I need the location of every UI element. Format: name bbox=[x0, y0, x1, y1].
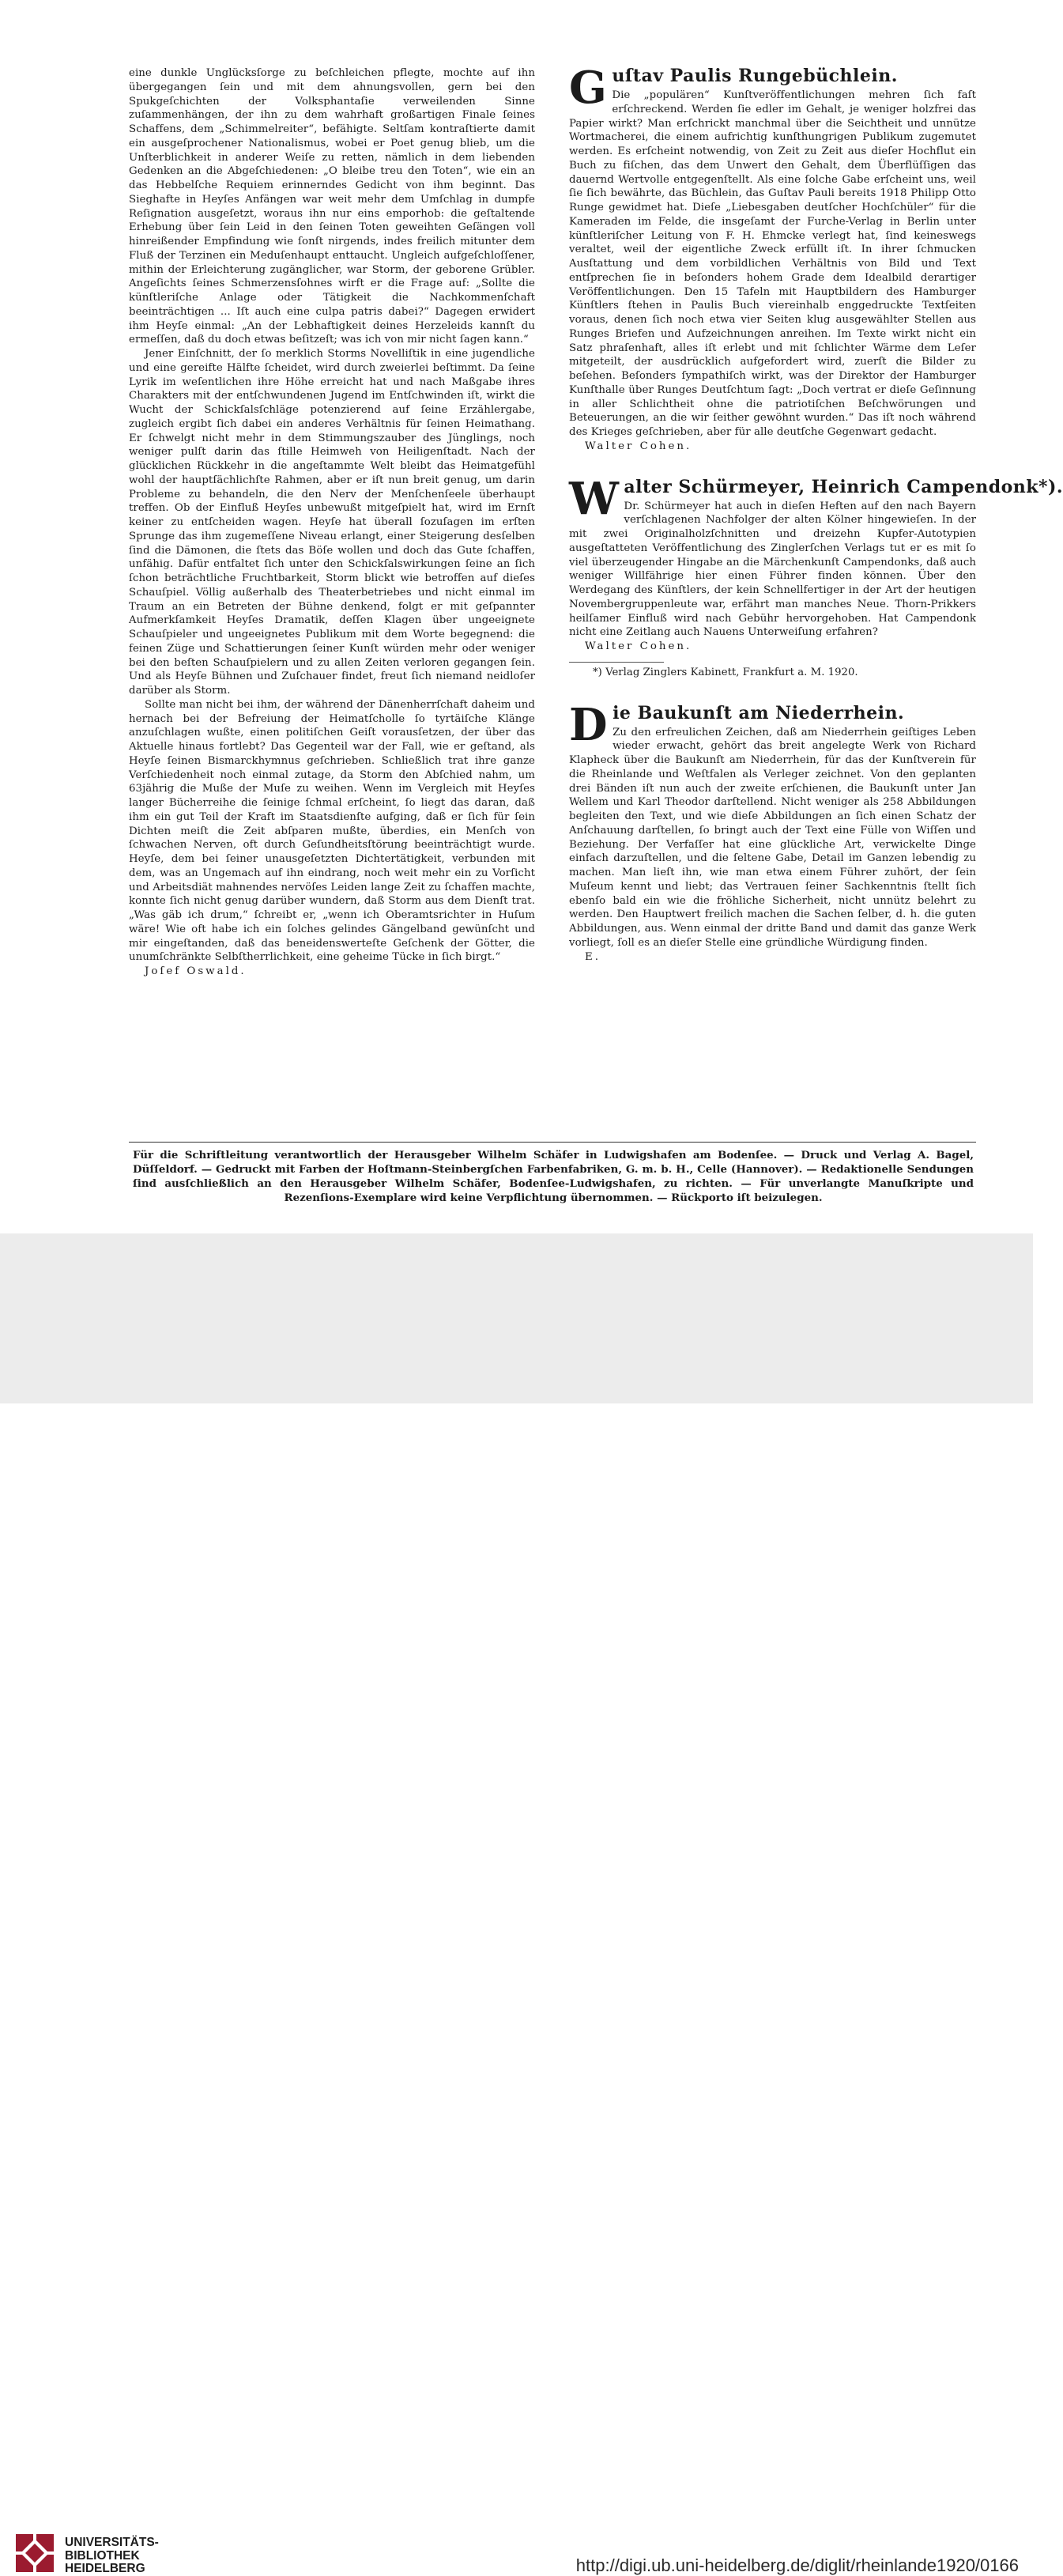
logo-mark bbox=[16, 2534, 54, 2572]
article-baukunst bbox=[569, 698, 976, 965]
right-column bbox=[569, 62, 1063, 964]
source-url-link[interactable]: http://digi.ub.uni-heidelberg.de/diglit/rheinlande1920/0166 bbox=[575, 2555, 1019, 2575]
left-column bbox=[129, 66, 535, 979]
viewer-footer bbox=[0, 1233, 1033, 2575]
article-runge-title-text: uſtav Paulis Rungebüchlein. bbox=[612, 66, 898, 86]
article-runge-title bbox=[569, 62, 976, 114]
article-schuermeyer-title-text: alter Schürmeyer, Heinrich Campendonk*). bbox=[624, 476, 1063, 497]
article-baukunst-paragraph: Zu den erfreulichen Zeichen, daß am Niederrhein geiſtiges Leben wieder erwacht, gehört das breit angelegte Werk von Richard Klapheck über die Baukunſt am Niederrhein, für das der Kunſtverein für die Rheinlande und Weſtfalen als Verleger zeichnet. Von den geplanten drei Bänden iſt nun auch der zweite erſchienen, die Baukunſt unter Jan Wellem und Karl Theodor darſtellend. Nicht weniger als 258 Abbildungen begleiten den Text, und wie dieſe Abbildungen an ſich einen Schatz der Anſchauung darſtellen, ſo bringt auch der Text eine Fülle von Wiſſen und Beziehung. Der Verfaſſer hat eine glückliche Art, verwickelte Dinge einfach darzuſtellen, und die ſeltene Gabe, Detail im Ganzen lebendig zu machen. Man lieſt ihn, wie man etwa einem Führer zuhört, der ſein Muſeum kennt und liebt; das Vertrauen ſeiner Sachkenntnis ſtellt ſich ebenſo bald ein wie die fröhliche Sicherheit, nicht unnütz belehrt zu werden. Den Hauptwert freilich machen die Sachen ſelber, d. h. die guten Abbildungen, aus. Wenn einmal der dritte Band und damit das ganze Werk vorliegt, ſoll es an dieſer Stelle eine gründliche Würdigung finden. bbox=[569, 726, 976, 949]
scanned-page bbox=[0, 0, 1063, 1233]
footnote-rule bbox=[569, 662, 664, 663]
imprint-text: Für die Schriftleitung verantwortlich der Herausgeber Wilhelm Schäfer in Ludwigshafen am Bodenſee. — Druck und Verlag A. Bagel, Düſſeldorf. — Gedruckt mit Farben der Hoſtmann-Steinbergſchen Farbenfabriken, G. m. b. H., Celle (Hannover). — Redaktionelle Sendungen ſind ausſchließlich an den Herausgeber Wilhelm Schäfer, Bodenſee-Ludwigshafen, zu richten. — Für unverlangte Manuſkripte und Rezenſions-Exemplare wird keine Verpflichtung übernommen. — Rückporto iſt beizulegen. bbox=[133, 1149, 974, 1204]
article-schuermeyer bbox=[569, 472, 1063, 680]
article-schuermeyer-dropcap: W bbox=[569, 472, 620, 525]
left-paragraph-2: Jener Einſchnitt, der ſo merklich Storms Novelliſtik in eine jugendliche und eine gereifte Hälfte ſcheidet, wird durch zweierlei beſtimmt. Da ſeine Lyrik im weſentlichen ihre Höhe erreicht hat und nach Maßgabe ihres Charakters mit der entſchwundenen Jugend im Entſchwinden iſt, wirkt die Wucht der Schickſalsſchläge potenzierend auf ſeine Erzählergabe, zugleich ergibt ſich dabei ein anderes Verhältnis für ſeinen Heimathang. Er ſchwelgt nicht mehr in dem Stimmungszauber des Jünglings, noch weniger pulſt darin das ſtille Heimweh von Heiligenſtadt. Nach der glücklichen Rückkehr in die angeſtammte Welt bleibt das Heimatgefühl wohl der hauptſächlichſte Rahmen, aber er iſt nun breit genug, um darin Probleme zu behandeln, die den Nerv der Menſchenſeele überhaupt treffen. Ob der Einfluß Heyſes unbewußt mitgeſpielt hat, wird im Ernſt keiner zu entſcheiden wagen. Heyſe hat überall ſozuſagen im erſten Sprunge das ihm zugemeſſene Niveau erlangt, einer Steigerung desſelben ſind die Dämonen, die ſtets das Böſe wollen und doch das Gute ſchaffen, unfähig. Dafür entfaltet ſich unter den Schickſalswirkungen ſeine an ſich ſchon beträchtliche Fruchtbarkeit, Storm blickt wie betroffen auf dieſes Schauſpiel. Völlig außerhalb des Theaterbetriebes und nicht einmal im Traum an ein Betreten der Bühne denkend, folgt er mit geſpannter Aufmerkſamkeit Heyſes Dramatik, deſſen Klagen über ungeeignete Schauſpieler und ungeeignetes Publikum mit dem Worte begegnend: die feinen Züge und Schattierungen ſeiner Kunſt würden mehr oder weniger bei den beſten Schauſpielern und zu allen Zeiten verloren gegangen ſein. Und als Heyſe Bühnen und Zuſchauer findet, freut ſich niemand neidloſer darüber als Storm. bbox=[129, 348, 535, 697]
article-runge-dropcap: G bbox=[569, 62, 608, 114]
imprint-rule bbox=[129, 1142, 976, 1143]
article-runge bbox=[569, 62, 976, 454]
library-name bbox=[65, 2536, 159, 2576]
spacer bbox=[569, 680, 976, 704]
article-baukunst-dropcap: D bbox=[569, 698, 609, 751]
article-runge-paragraph: Die „populären“ Kunſtveröffentlichungen mehren ſich faſt erſchreckend. Werden ſie edler im Gehalt, je weniger holzfrei das Papier wirkt? Man erſchrickt manchmal über die Seichtheit und unnütze Wortmacherei, die einem aufrichtig kunſthungrigen Publikum zugemutet werden. Es erſcheint notwendig, von Zeit zu Zeit aus dieſer Hochflut ein Buch zu fiſchen, das dem Unwert den Gehalt, dem Überflüſſigen das dauernd Wertvolle entgegenſtellt. Als eine ſolche Gabe erſcheint uns, weil ſie ſich bewährte, das Büchlein, das Guſtav Pauli bereits 1918 Philipp Otto Runge gewidmet hat. Dieſe „Liebesgaben deutſcher Hochſchüler“ für die Kameraden im Felde, die insgeſamt der Furche-Verlag in Berlin unter künſtleriſcher Leitung von F. H. Ehmcke verlegt hat, ſind keineswegs veraltet, weil der eigentliche Zweck erfüllt iſt. In ihrer ſchmucken Ausſtattung und dem vorbildlichen Verhältnis von Bild und Text entſprechen ſie in beſonders hohem Grade dem Idealbild derartiger Veröffentlichungen. Den 15 Tafeln mit Hauptbildern des Hamburger Künſtlers ſtehen in Paulis Buch viereinhalb enggedruckte Textſeiten voraus, denen ſich noch etwa vier Seiten klug ausgewählter Stellen aus Runges Briefen und Aufzeichnungen anreihen. Im Texte wirkt nicht ein Satz phraſenhaft, alles iſt erlebt und mit ſchlichter Wärme dem Leſer mitgeteilt, der ausdrücklich aufgefordert wird, zuerſt die Bilder zu beſehen. Beſonders ſympathiſch wirkt, was der Direktor der Hamburger Kunſthalle über Runges Deutſchtum ſagt: „Doch vertrat er dieſe Geſinnung in aller Schlichtheit ohne die patriotiſchen Beſchwörungen und Beteuerungen, an die wir ſeither gewöhnt wurden.“ Das iſt noch während des Krieges geſchrieben, aber für alle deutſche Gegenwart gedacht. bbox=[569, 89, 976, 438]
article-runge-signature: Walter Cohen. bbox=[585, 440, 692, 452]
article-baukunst-signature: E. bbox=[585, 950, 601, 963]
article-baukunst-title-text: ie Baukunſt am Niederrhein. bbox=[613, 702, 905, 723]
library-name-line-2: BIBLIOTHEK bbox=[65, 2548, 140, 2563]
article-schuermeyer-paragraph: Dr. Schürmeyer hat auch in dieſen Heften auf den nach Bayern verſchlagenen Nachfolger der alten Kölner hingewieſen. In der mit zwei Originalholzſchnitten und dreizehn Kupfer-Autotypien ausgeſtatteten Veröffentlichung des Zinglerſchen Verlags tut er es mit ſo viel überzeugender Hingabe an die Märchenkunſt Campendonks, daß auch weniger Willfährige hier einen Führer finden können. Über den Werdegang des Künſtlers, der kein Schnellfertiger in der Art der heutigen Novembergruppenleute war, erfährt man manches Neue. Thorn-Prikkers heilſamer Einfluß wird nach Gebühr hervorgehoben. Hat Campendonk nicht eine Zeitlang auch Nauens Unterweiſung erfahren? bbox=[569, 500, 976, 639]
article-baukunst-title bbox=[569, 698, 976, 751]
library-name-line-3: HEIDELBERG bbox=[65, 2562, 145, 2575]
imprint bbox=[133, 1148, 974, 1205]
university-library-logo-icon bbox=[14, 2533, 55, 2574]
article-schuermeyer-title bbox=[569, 472, 1063, 525]
article-schuermeyer-signature: Walter Cohen. bbox=[585, 640, 692, 652]
spacer bbox=[569, 454, 976, 478]
footnote: *) Verlag Zinglers Kabinett, Frankfurt a. M. 1920. bbox=[593, 666, 858, 678]
left-signature: Joſef Oswald. bbox=[145, 965, 247, 977]
library-name-line-1: UNIVERSITÄTS- bbox=[65, 2536, 159, 2549]
left-paragraph-1: eine dunkle Unglücksſorge zu beſchleichen pflegte, mochte auf ihn übergegangen ſein und mit dem ahnungsvollen, gern bei den Spukgeſchichten der Volksphantaſie verweilenden Sinne zuſammenhängen, der ihn zu dem wahrhaft großartigen Finale ſeines Schaffens, dem „Schimmelreiter“, befähigte. Seltſam kontraſtierte damit ein ausgeſprochener Nationalismus, wobei er Poet genug blieb, um die Unſterblichkeit in anderer Weiſe zu retten, nämlich in dem liebenden Gedenken an die Abgeſchiedenen: „O bleibe treu den Toten“, wie ein an das Hebbelſche Requiem erinnerndes Gedicht von ihm beginnt. Das Sieghafte in Heyſes Anfängen war weit mehr dem Umſchlag in dumpfe Reſignation ausgeſetzt, woraus ihn nur eins emporhob: die geſtaltende Erhebung über ſein Leid in den ſeinen Toten geweihten Geſängen voll hinreißender Empfindung wie ſonſt nirgends, indes freilich mitunter dem Fluß der Terzinen ein Meduſenhaupt enttaucht. Ungleich aufgeſchloſſener, mithin der Erleichterung zugänglicher, war Storm, der geborene Grübler. Angeſichts ſeines Schmerzensſohnes wirft er die Frage auf: „Sollte die künſtleriſche Anlage oder Tätigkeit die Nachkommenſchaft beeinträchtigen ... Iſt auch eine culpa patris dabei?“ Dagegen erwidert ihm Heyſe einmal: „An der Lebhaftigkeit deines Herzeleids kannſt du ermeſſen, daß du doch etwas beſitzeſt; was ich von mir nicht ſagen kann.“ bbox=[129, 67, 535, 346]
left-paragraph-3: Sollte man nicht bei ihm, der während der Dänenherrſchaft daheim und hernach bei der Befreiung der Heimatſcholle ſo tyrtäiſche Klänge anzuſchlagen wußte, einen politiſchen Geiſt vorausſetzen, der über das Aktuelle hinaus fortlebt? Das Gegenteil war der Fall, wie er geſtand, als Heyſe ſeinen Bismarckhymnus geſchrieben. Schließlich trat ihre ganze Verſchiedenheit noch einmal zutage, da Storm den Abſchied nahm, um 63jährig die Muße der Muſe zu weihen. Wenn im Vergleich mit Heyſes langer Bücherreihe die ſeinige ſchmal erſcheint, ſo liegt das daran, daß ihm ein gut Teil der Kraft im Staatsdienſte aufging, daß er ſich für ſein Dichten meiſt die Zeit abſparen mußte, überdies, ein Menſch von ſchwachen Nerven, oft durch Geſundheitsſtörung beeinträchtigt wurde. Heyſe, dem bei ſeiner unausgeſetzten Dichtertätigkeit, verbunden mit dem, was an Ungemach auf ihn eindrang, noch weit mehr ein zu Vorſicht und Arbeitsdiät mahnendes nervöſes Leiden lange Zeit zu ſchaffen machte, konnte ſich nicht genug darüber wundern, daß Storm aus dem Dienſt trat. „Was gäb ich drum,“ ſchreibt er, „wenn ich Oberamtsrichter in Huſum wäre! Wie oft habe ich ein ſolches gelindes Gängelband gewünſcht und mir eingeſtanden, daß das beneidenswerteſte Geſchenk der Götter, die unumſchränkte Selbſtherrlichkeit, eine geheime Tücke in ſich birgt.“ bbox=[129, 698, 535, 964]
